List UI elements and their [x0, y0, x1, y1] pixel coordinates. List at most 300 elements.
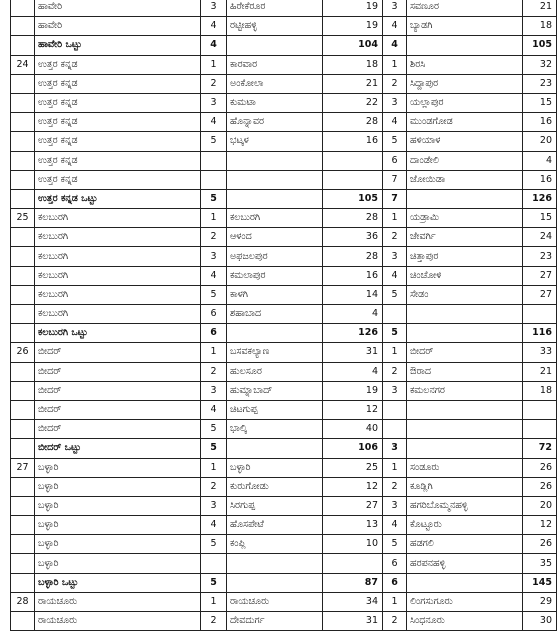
taluk-name-right-cell: ಕೊಟ್ಟೂರು	[407, 516, 523, 535]
taluk-index-left-cell: 4	[201, 113, 227, 132]
taluk-name-right-cell	[407, 36, 523, 55]
count-right-cell: 15	[523, 209, 557, 228]
taluk-index-left-cell: 5	[201, 573, 227, 592]
taluk-name-left-cell: ದೇವದುರ್ಗ	[227, 612, 323, 631]
taluk-name-right-cell	[407, 189, 523, 208]
taluk-name-right-cell: ಚಿಂಚೋಳಿ	[407, 266, 523, 285]
serial-number-cell: 25	[11, 209, 35, 228]
count-left-cell: 16	[323, 132, 383, 151]
count-left-cell	[323, 554, 383, 573]
district-cell: ಹಾವೇರಿ	[35, 0, 201, 17]
district-cell: ಬಳ್ಳಾರಿ	[35, 496, 201, 515]
taluk-index-left-cell: 2	[201, 477, 227, 496]
taluk-index-left-cell: 5	[201, 132, 227, 151]
district-cell: ಹಾವೇರಿ	[35, 17, 201, 36]
taluk-index-right-cell: 2	[383, 74, 407, 93]
taluk-index-left-cell: 1	[201, 343, 227, 362]
count-left-cell: 12	[323, 400, 383, 419]
taluk-index-left-cell: 4	[201, 516, 227, 535]
count-right-cell: 32	[523, 55, 557, 74]
count-right-cell: 21	[523, 362, 557, 381]
taluk-index-right-cell	[383, 305, 407, 324]
serial-number-cell	[11, 439, 35, 458]
count-right-cell	[523, 305, 557, 324]
table-row	[11, 496, 557, 515]
table-row	[11, 170, 557, 189]
taluk-name-right-cell: ಕೂಡ್ಲಿಗಿ	[407, 477, 523, 496]
taluk-name-right-cell: ಸಿಂಧನೂರು	[407, 612, 523, 631]
count-right-cell: 72	[523, 439, 557, 458]
table-row	[11, 55, 557, 74]
count-left-cell	[323, 151, 383, 170]
taluk-index-left-cell: 4	[201, 36, 227, 55]
count-right-cell	[523, 400, 557, 419]
count-right-cell: 35	[523, 554, 557, 573]
table-row	[11, 535, 557, 554]
taluk-name-left-cell	[227, 324, 323, 343]
taluk-name-left-cell	[227, 170, 323, 189]
count-left-cell: 21	[323, 74, 383, 93]
taluk-index-right-cell: 4	[383, 17, 407, 36]
district-cell: ಕಲಬುರಗಿ	[35, 228, 201, 247]
serial-number-cell	[11, 0, 35, 17]
taluk-name-right-cell: ಶಿರಸಿ	[407, 55, 523, 74]
taluk-name-right-cell: ಯಡ್ರಾಮಿ	[407, 209, 523, 228]
count-left-cell: 105	[323, 189, 383, 208]
taluk-index-right-cell: 4	[383, 113, 407, 132]
count-left-cell: 28	[323, 209, 383, 228]
taluk-index-left-cell: 5	[201, 285, 227, 304]
count-left-cell: 34	[323, 592, 383, 611]
count-right-cell: 12	[523, 516, 557, 535]
district-cell: ಬೀದರ್	[35, 420, 201, 439]
district-cell: ಹಾವೇರಿ ಒಟ್ಟು	[35, 36, 201, 55]
count-right-cell: 27	[523, 285, 557, 304]
table-row	[11, 266, 557, 285]
taluk-index-left-cell	[201, 151, 227, 170]
count-right-cell: 20	[523, 496, 557, 515]
count-right-cell: 23	[523, 74, 557, 93]
taluk-index-left-cell: 2	[201, 74, 227, 93]
district-cell: ರಾಯಚೂರು	[35, 612, 201, 631]
taluk-index-right-cell: 3	[383, 496, 407, 515]
count-left-cell: 18	[323, 55, 383, 74]
district-cell: ಉತ್ತರ ಕನ್ನಡ	[35, 74, 201, 93]
taluk-name-left-cell	[227, 151, 323, 170]
taluk-index-left-cell: 2	[201, 362, 227, 381]
taluk-name-left-cell: ಭಾಲ್ಕಿ	[227, 420, 323, 439]
taluk-name-right-cell: ಹಳಿಯಾಳ	[407, 132, 523, 151]
taluk-index-left-cell: 3	[201, 496, 227, 515]
taluk-index-right-cell: 4	[383, 516, 407, 535]
table-row	[11, 228, 557, 247]
serial-number-cell	[11, 74, 35, 93]
taluk-index-left-cell: 3	[201, 381, 227, 400]
taluk-name-right-cell: ಹಡಗಲಿ	[407, 535, 523, 554]
taluk-name-left-cell: ಬಸವಕಲ್ಯಾಣ	[227, 343, 323, 362]
district-cell: ಕಲಬುರಗಿ	[35, 285, 201, 304]
district-cell: ಉತ್ತರ ಕನ್ನಡ	[35, 151, 201, 170]
taluk-name-left-cell: ಹುಲಸೂರ	[227, 362, 323, 381]
taluk-index-right-cell: 5	[383, 324, 407, 343]
count-right-cell: 26	[523, 458, 557, 477]
count-right-cell: 116	[523, 324, 557, 343]
taluk-index-right-cell: 2	[383, 477, 407, 496]
count-right-cell: 16	[523, 170, 557, 189]
district-cell: ಉತ್ತರ ಕನ್ನಡ	[35, 170, 201, 189]
taluk-index-left-cell: 6	[201, 305, 227, 324]
district-cell: ಬಳ್ಳಾರಿ	[35, 458, 201, 477]
serial-number-cell: 24	[11, 55, 35, 74]
taluk-name-left-cell: ಕುರುಗೋಡು	[227, 477, 323, 496]
taluk-index-right-cell: 1	[383, 458, 407, 477]
serial-number-cell	[11, 266, 35, 285]
taluk-index-right-cell: 5	[383, 285, 407, 304]
taluk-name-left-cell: ಹೊಸಪೇಟೆ	[227, 516, 323, 535]
count-right-cell: 30	[523, 612, 557, 631]
taluk-name-right-cell: ಸಂಡೂರು	[407, 458, 523, 477]
district-cell: ಬಳ್ಳಾರಿ	[35, 477, 201, 496]
district-cell: ಕಲಬುರಗಿ	[35, 247, 201, 266]
count-right-cell: 18	[523, 381, 557, 400]
serial-number-cell	[11, 17, 35, 36]
district-cell: ಕಲಬುರಗಿ	[35, 266, 201, 285]
taluk-index-right-cell: 3	[383, 0, 407, 17]
district-cell: ಬೀದರ್	[35, 343, 201, 362]
taluk-name-right-cell: ಚಿತ್ತಾಪುರ	[407, 247, 523, 266]
taluk-index-right-cell: 7	[383, 170, 407, 189]
count-left-cell: 104	[323, 36, 383, 55]
taluk-name-left-cell: ಕಾಳಗಿ	[227, 285, 323, 304]
serial-number-cell	[11, 535, 35, 554]
taluk-name-left-cell: ಭಟ್ಕಳ	[227, 132, 323, 151]
table-row	[11, 343, 557, 362]
taluk-name-right-cell: ದಾಂಡೇಲಿ	[407, 151, 523, 170]
district-cell: ಕಲಬುರಗಿ ಒಟ್ಟು	[35, 324, 201, 343]
count-right-cell: 105	[523, 36, 557, 55]
taluk-name-right-cell: ಸಿದ್ದಾಪುರ	[407, 74, 523, 93]
taluk-index-left-cell: 2	[201, 228, 227, 247]
taluk-index-left-cell: 1	[201, 55, 227, 74]
table-row	[11, 592, 557, 611]
count-right-cell: 21	[523, 0, 557, 17]
count-right-cell: 27	[523, 266, 557, 285]
table-row	[11, 477, 557, 496]
serial-number-cell: 27	[11, 458, 35, 477]
count-left-cell: 27	[323, 496, 383, 515]
serial-number-cell	[11, 228, 35, 247]
serial-number-cell	[11, 189, 35, 208]
district-cell: ಬೀದರ್ ಒಟ್ಟು	[35, 439, 201, 458]
count-left-cell: 12	[323, 477, 383, 496]
table-row	[11, 0, 557, 17]
table-row	[11, 362, 557, 381]
taluk-index-right-cell: 4	[383, 36, 407, 55]
district-total-row	[11, 189, 557, 208]
count-right-cell: 20	[523, 132, 557, 151]
serial-number-cell	[11, 170, 35, 189]
serial-number-cell	[11, 573, 35, 592]
table-row	[11, 420, 557, 439]
taluk-name-left-cell: ಹೊನ್ನಾವರ	[227, 113, 323, 132]
count-right-cell: 145	[523, 573, 557, 592]
taluk-name-right-cell	[407, 305, 523, 324]
district-total-row	[11, 36, 557, 55]
taluk-name-right-cell: ಮುಂಡಗೋಡ	[407, 113, 523, 132]
count-right-cell: 23	[523, 247, 557, 266]
taluk-name-left-cell	[227, 554, 323, 573]
taluk-name-right-cell	[407, 439, 523, 458]
taluk-name-right-cell: ಬ್ಯಾಡಗಿ	[407, 17, 523, 36]
taluk-name-left-cell: ಸಿರಗುಪ್ಪ	[227, 496, 323, 515]
count-right-cell: 16	[523, 113, 557, 132]
taluk-index-right-cell: 1	[383, 343, 407, 362]
count-left-cell: 31	[323, 612, 383, 631]
taluk-index-right-cell: 3	[383, 93, 407, 112]
taluk-name-left-cell: ಕಮಲಾಪುರ	[227, 266, 323, 285]
taluk-index-left-cell: 6	[201, 324, 227, 343]
taluk-name-right-cell: ಜೋಯಿಡಾ	[407, 170, 523, 189]
taluk-index-right-cell: 3	[383, 247, 407, 266]
count-left-cell: 28	[323, 247, 383, 266]
taluk-index-left-cell	[201, 554, 227, 573]
taluk-name-right-cell	[407, 400, 523, 419]
count-left-cell: 40	[323, 420, 383, 439]
taluk-name-right-cell: ಜೇವರ್ಗಿ	[407, 228, 523, 247]
serial-number-cell	[11, 305, 35, 324]
district-cell: ಉತ್ತರ ಕನ್ನಡ ಒಟ್ಟು	[35, 189, 201, 208]
count-left-cell: 14	[323, 285, 383, 304]
taluk-name-left-cell	[227, 439, 323, 458]
taluk-index-right-cell: 5	[383, 535, 407, 554]
count-right-cell: 18	[523, 17, 557, 36]
taluk-name-left-cell: ಕಲಬುರಗಿ	[227, 209, 323, 228]
district-cell: ಉತ್ತರ ಕನ್ನಡ	[35, 55, 201, 74]
serial-number-cell	[11, 400, 35, 419]
district-cell: ಉತ್ತರ ಕನ್ನಡ	[35, 113, 201, 132]
count-left-cell: 4	[323, 362, 383, 381]
taluk-index-left-cell: 5	[201, 189, 227, 208]
district-cell: ಉತ್ತರ ಕನ್ನಡ	[35, 132, 201, 151]
taluk-name-right-cell: ಸೇಡಂ	[407, 285, 523, 304]
taluk-name-right-cell: ಯಲ್ಲಾಪುರ	[407, 93, 523, 112]
taluk-name-left-cell: ಕಾರವಾರ	[227, 55, 323, 74]
table-row	[11, 74, 557, 93]
taluk-name-right-cell	[407, 573, 523, 592]
taluk-index-left-cell: 1	[201, 209, 227, 228]
serial-number-cell	[11, 381, 35, 400]
taluk-index-left-cell	[201, 170, 227, 189]
taluk-name-left-cell: ಕುಮಟಾ	[227, 93, 323, 112]
serial-number-cell	[11, 151, 35, 170]
serial-number-cell	[11, 132, 35, 151]
taluk-name-left-cell	[227, 189, 323, 208]
table-body	[11, 0, 557, 631]
count-right-cell: 26	[523, 535, 557, 554]
count-left-cell: 106	[323, 439, 383, 458]
taluk-name-left-cell: ಅಫಜಲಪುರ	[227, 247, 323, 266]
table-row	[11, 209, 557, 228]
taluk-index-right-cell: 3	[383, 381, 407, 400]
taluk-index-right-cell: 2	[383, 612, 407, 631]
district-cell: ಬಳ್ಳಾರಿ	[35, 516, 201, 535]
taluk-name-right-cell: ಲಿಂಗಸುಗೂರು	[407, 592, 523, 611]
count-left-cell: 22	[323, 93, 383, 112]
serial-number-cell: 28	[11, 592, 35, 611]
taluk-name-right-cell: ಸವಣೂರ	[407, 0, 523, 17]
table-row	[11, 554, 557, 573]
count-left-cell: 19	[323, 0, 383, 17]
serial-number-cell	[11, 36, 35, 55]
district-cell: ಕಲಬುರಗಿ	[35, 209, 201, 228]
taluk-index-right-cell	[383, 420, 407, 439]
taluk-name-right-cell	[407, 324, 523, 343]
district-cell: ಉತ್ತರ ಕನ್ನಡ	[35, 93, 201, 112]
taluk-index-left-cell: 5	[201, 420, 227, 439]
table-row	[11, 93, 557, 112]
count-right-cell: 126	[523, 189, 557, 208]
table-row	[11, 612, 557, 631]
document-page	[10, 0, 556, 631]
taluk-index-left-cell: 4	[201, 17, 227, 36]
count-right-cell: 29	[523, 592, 557, 611]
table-row	[11, 132, 557, 151]
taluk-index-right-cell: 7	[383, 189, 407, 208]
count-left-cell: 36	[323, 228, 383, 247]
taluk-index-left-cell: 4	[201, 400, 227, 419]
table-row	[11, 516, 557, 535]
taluk-index-left-cell: 3	[201, 247, 227, 266]
serial-number-cell	[11, 113, 35, 132]
district-taluk-table	[10, 0, 557, 631]
district-cell: ಬೀದರ್	[35, 381, 201, 400]
serial-number-cell	[11, 324, 35, 343]
taluk-name-right-cell	[407, 420, 523, 439]
taluk-index-right-cell: 1	[383, 55, 407, 74]
taluk-index-right-cell: 4	[383, 266, 407, 285]
count-left-cell: 19	[323, 381, 383, 400]
serial-number-cell	[11, 420, 35, 439]
taluk-name-right-cell: ಬೀದರ್	[407, 343, 523, 362]
taluk-index-right-cell: 2	[383, 362, 407, 381]
taluk-index-right-cell: 2	[383, 228, 407, 247]
taluk-name-left-cell: ಬಳ್ಳಾರಿ	[227, 458, 323, 477]
count-right-cell: 4	[523, 151, 557, 170]
serial-number-cell	[11, 554, 35, 573]
taluk-name-right-cell: ಹರಪನಹಳ್ಳಿ	[407, 554, 523, 573]
taluk-name-left-cell: ಕಂಪ್ಲಿ	[227, 535, 323, 554]
taluk-index-right-cell: 6	[383, 151, 407, 170]
taluk-index-left-cell: 4	[201, 266, 227, 285]
district-cell: ಬಳ್ಳಾರಿ ಒಟ್ಟು	[35, 573, 201, 592]
count-left-cell: 25	[323, 458, 383, 477]
count-left-cell	[323, 170, 383, 189]
taluk-name-right-cell: ಹಗರಿಬೊಮ್ಮನಹಳ್ಳಿ	[407, 496, 523, 515]
table-row	[11, 458, 557, 477]
count-left-cell: 19	[323, 17, 383, 36]
taluk-index-right-cell: 6	[383, 573, 407, 592]
taluk-name-left-cell: ಶಹಾಬಾದ	[227, 305, 323, 324]
taluk-index-right-cell	[383, 400, 407, 419]
district-total-row	[11, 324, 557, 343]
district-total-row	[11, 439, 557, 458]
count-left-cell: 28	[323, 113, 383, 132]
district-total-row	[11, 573, 557, 592]
table-row	[11, 400, 557, 419]
serial-number-cell: 26	[11, 343, 35, 362]
serial-number-cell	[11, 285, 35, 304]
count-left-cell: 31	[323, 343, 383, 362]
taluk-index-left-cell: 3	[201, 93, 227, 112]
taluk-index-left-cell: 2	[201, 612, 227, 631]
taluk-index-right-cell: 1	[383, 209, 407, 228]
taluk-index-right-cell: 6	[383, 554, 407, 573]
district-cell: ರಾಯಚೂರು	[35, 592, 201, 611]
table-row	[11, 151, 557, 170]
taluk-index-left-cell: 5	[201, 535, 227, 554]
count-left-cell: 10	[323, 535, 383, 554]
taluk-index-right-cell: 5	[383, 132, 407, 151]
table-row	[11, 247, 557, 266]
serial-number-cell	[11, 362, 35, 381]
table-row	[11, 17, 557, 36]
taluk-name-left-cell: ಅಂಕೋಲಾ	[227, 74, 323, 93]
taluk-index-left-cell: 1	[201, 458, 227, 477]
taluk-name-right-cell: ಔರಾದ	[407, 362, 523, 381]
taluk-name-left-cell: ಆಳಂದ	[227, 228, 323, 247]
taluk-name-left-cell	[227, 36, 323, 55]
table-row	[11, 305, 557, 324]
taluk-index-right-cell: 3	[383, 439, 407, 458]
taluk-name-left-cell: ಚಿಟಗುಪ್ಪ	[227, 400, 323, 419]
taluk-index-right-cell: 1	[383, 592, 407, 611]
taluk-name-left-cell	[227, 573, 323, 592]
count-left-cell: 13	[323, 516, 383, 535]
taluk-name-left-cell: ರಟ್ಟೀಹಳ್ಳಿ	[227, 17, 323, 36]
taluk-index-left-cell: 1	[201, 592, 227, 611]
taluk-name-left-cell: ರಾಯಚೂರು	[227, 592, 323, 611]
count-right-cell: 24	[523, 228, 557, 247]
district-cell: ಬೀದರ್	[35, 400, 201, 419]
taluk-index-left-cell: 3	[201, 0, 227, 17]
count-right-cell: 33	[523, 343, 557, 362]
serial-number-cell	[11, 93, 35, 112]
taluk-name-left-cell: ಹುಮ್ನಾಬಾದ್	[227, 381, 323, 400]
serial-number-cell	[11, 496, 35, 515]
table-row	[11, 285, 557, 304]
serial-number-cell	[11, 477, 35, 496]
count-left-cell: 87	[323, 573, 383, 592]
district-cell: ಬಳ್ಳಾರಿ	[35, 554, 201, 573]
taluk-index-left-cell: 5	[201, 439, 227, 458]
taluk-name-right-cell: ಕಮಲನಗರ	[407, 381, 523, 400]
serial-number-cell	[11, 247, 35, 266]
serial-number-cell	[11, 612, 35, 631]
table-row	[11, 381, 557, 400]
count-right-cell	[523, 420, 557, 439]
count-right-cell: 15	[523, 93, 557, 112]
serial-number-cell	[11, 516, 35, 535]
count-left-cell: 126	[323, 324, 383, 343]
table-row	[11, 113, 557, 132]
taluk-name-left-cell: ಹಿರೇಕೆರೂರ	[227, 0, 323, 17]
district-cell: ಬೀದರ್	[35, 362, 201, 381]
count-left-cell: 16	[323, 266, 383, 285]
district-cell: ಬಳ್ಳಾರಿ	[35, 535, 201, 554]
count-left-cell: 4	[323, 305, 383, 324]
count-right-cell: 26	[523, 477, 557, 496]
district-cell: ಕಲಬುರಗಿ	[35, 305, 201, 324]
